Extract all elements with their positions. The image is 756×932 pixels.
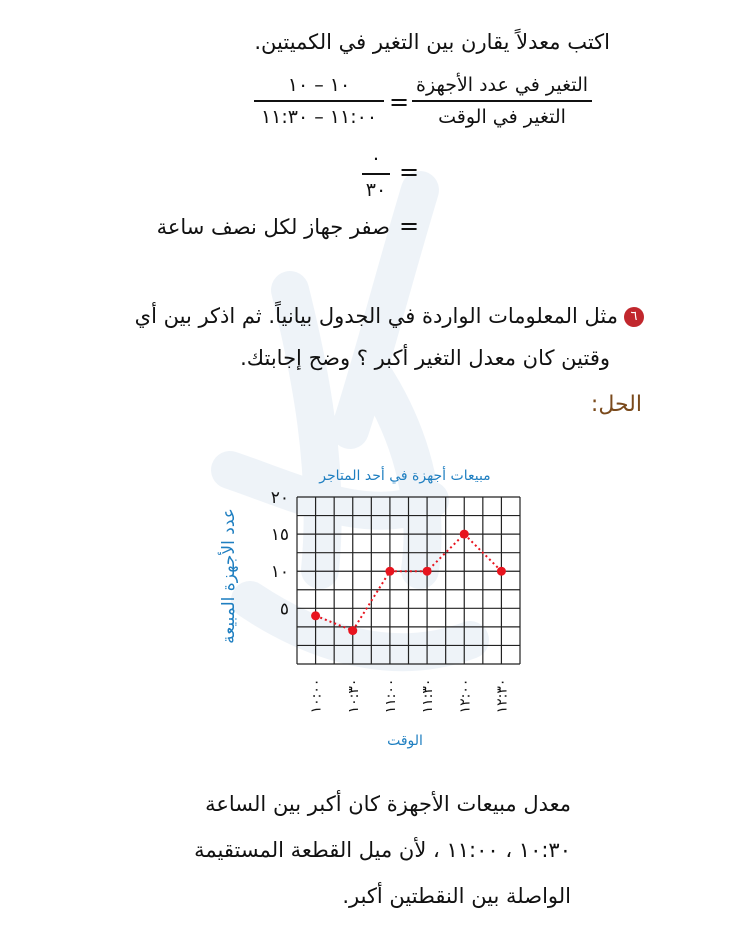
equals-sign-3: = (399, 212, 420, 240)
x-tick-label: ١١:٠٠ (382, 678, 399, 714)
x-tick-label: ١٠:٠٠ (308, 678, 325, 714)
y-tick-label: ٥ (279, 599, 289, 620)
chart-y-axis-label: عدد الأجهزة المبيعة (219, 508, 239, 644)
data-point (348, 626, 357, 635)
y-tick-label: ٢٠ (270, 488, 289, 508)
chart-grid (297, 497, 520, 664)
x-tick-label: ١٢:٣٠ (494, 678, 511, 714)
equals-sign-1: = (389, 88, 410, 116)
result-text: صفر جهاز لكل نصف ساعة (156, 215, 390, 239)
answer-line-2: ١٠:٣٠ ، ١١:٠٠ ، لأن ميل القطعة المستقيمة (194, 838, 571, 862)
data-point (460, 530, 469, 539)
lhs-fraction (412, 74, 592, 128)
data-point (311, 611, 320, 620)
data-point (385, 567, 394, 576)
x-tick-label: ١٢:٠٠ (457, 678, 474, 714)
question-line-2: وقتين كان معدل التغير أكبر ؟ وضح إجابتك. (240, 346, 610, 370)
zero-denominator: ٣٠ (365, 179, 387, 201)
rhs-denominator: ١١:٠٠ – ١١:٣٠ (260, 106, 378, 128)
zero-fraction (362, 147, 390, 201)
zero-numerator: ٠ (362, 147, 390, 175)
line-chart (190, 455, 550, 755)
data-point (497, 567, 506, 576)
chart-y-ticks (271, 488, 289, 619)
data-point (423, 567, 432, 576)
rhs-numerator: ١٠ – ١٠ (254, 74, 384, 102)
chart-x-ticks (309, 679, 511, 714)
x-tick-label: ١١:٣٠ (420, 678, 437, 714)
question-line-1 (135, 302, 644, 330)
answer-line-3: الواصلة بين النقطتين أكبر. (342, 884, 571, 908)
equals-sign-2: = (399, 158, 420, 186)
question-number-badge: ٦ (624, 307, 644, 327)
lhs-numerator: التغير في عدد الأجهزة (412, 74, 592, 102)
chart-title: مبيعات أجهزة في أحد المتاجر (319, 468, 491, 484)
chart-x-axis-label: الوقت (387, 733, 423, 749)
y-tick-label: ١٥ (270, 525, 289, 546)
intro-text: اكتب معدلاً يقارن بين التغير في الكميتين. (254, 30, 610, 54)
y-tick-label: ١٠ (270, 562, 289, 583)
x-tick-label: ١٠:٣٠ (345, 678, 362, 714)
solution-label: الحل: (590, 392, 642, 417)
answer-line-1: معدل مبيعات الأجهزة كان أكبر بين الساعة (205, 792, 571, 816)
rhs-fraction (254, 74, 384, 128)
lhs-denominator: التغير في الوقت (438, 106, 566, 128)
question-text-1: مثل المعلومات الواردة في الجدول بيانياً. ثم اذكر بين أي (134, 304, 618, 328)
